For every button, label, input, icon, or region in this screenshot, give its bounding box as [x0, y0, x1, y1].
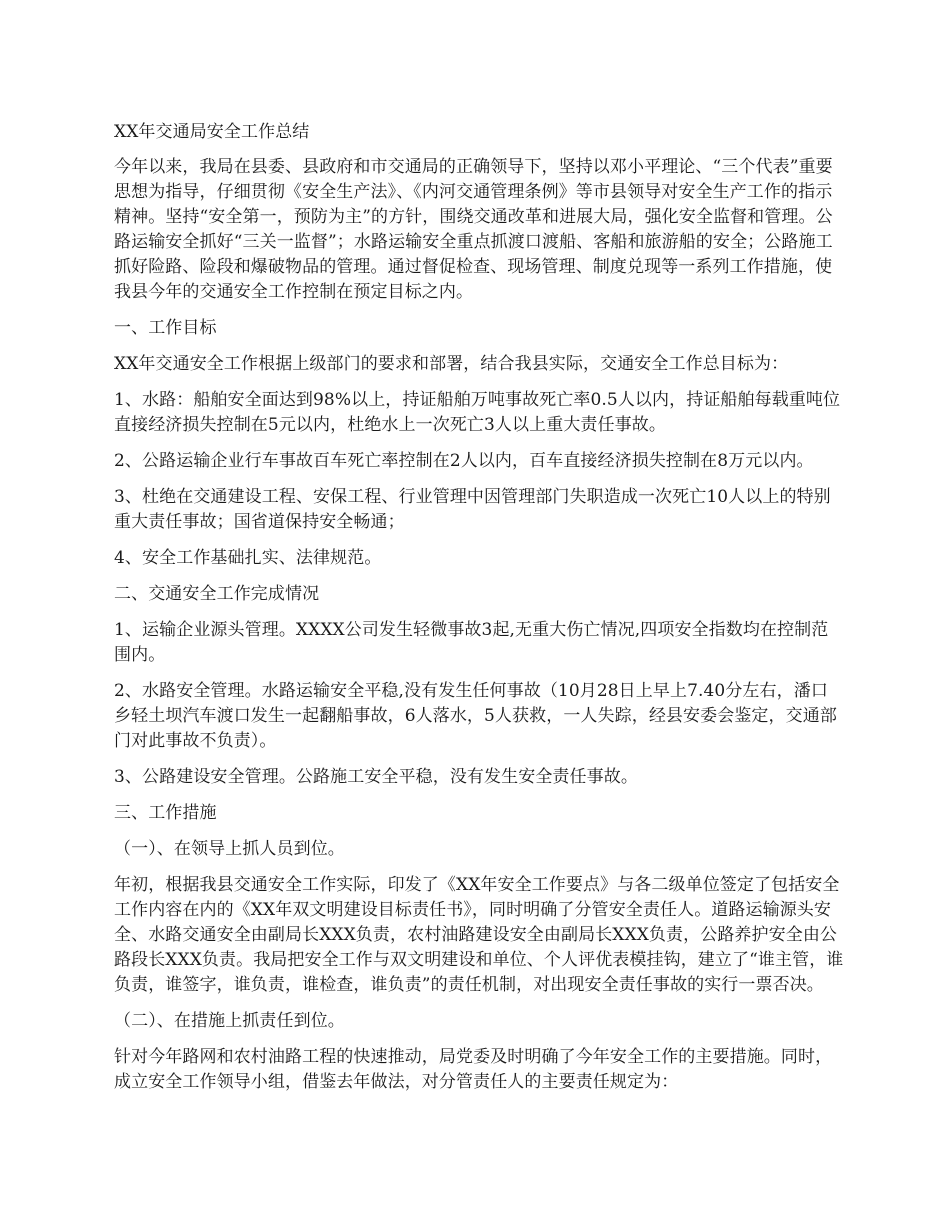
subheading-measures-responsibility: （二）、在措施上抓责任到位。 — [114, 1011, 345, 1031]
goals-intro-paragraph: XX年交通安全工作根据上级部门的要求和部署，结合我县实际，交通安全工作总目标为： — [114, 354, 789, 374]
subheading-leadership: （一）、在领导上抓人员到位。 — [114, 839, 345, 859]
document-page — [114, 120, 844, 1106]
goal-item-waterway: 1、水路：船舶安全面达到98%以上，持证船舶万吨事故死亡率0.5人以内，持证船舶每载重吨位直接经济损失控制在5元以内，杜绝水上一次死亡3人以上重大责任事故。 — [114, 390, 841, 435]
intro-paragraph: 今年以来，我局在县委、县政府和市交通局的正确领导下，坚持以邓小平理论、“三个代表”重要思想为指导，仔细贯彻《安全生产法》、《内河交通管理条例》等市县领导对安全生产工作的指示精神。坚持“安全第一，预防为主”的方针，围绕交通改革和进展大局，强化安全监督和管理。公路运输安全抓好“三关一监督”；水路运输安全重点抓渡口渡船、客船和旅游船的安全；公路施工抓好险路、险段和爆破物品的管理。通过督促检查、现场管理、制度兑现等一系列工作措施，使我县今年的交通安全工作控制在预定目标之内。 — [114, 157, 833, 302]
completion-item-transport: 1、运输企业源头管理。XXXX公司发生轻微事故3起,无重大伤亡情况,四项安全指数均在控制范围内。 — [114, 620, 829, 665]
section-heading-completion: 二、交通安全工作完成情况 — [114, 584, 320, 604]
measures-paragraph: 针对今年路网和农村油路工程的快速推动，局党委及时明确了今年安全工作的主要措施。同时，成立安全工作领导小组，借鉴去年做法，对分管责任人的主要责任规定为： — [114, 1047, 833, 1092]
document-title: XX年交通局安全工作总结 — [114, 122, 310, 142]
section-heading-measures: 三、工作措施 — [114, 803, 217, 823]
leadership-paragraph: 年初，根据我县交通安全工作实际，印发了《XX年安全工作要点》与各二级单位签定了包括安全工作内容在内的《XX年双文明建设目标责任书》，同时明确了分管安全责任人。道路运输源头安全、水路交通安全由副局长XXX负责，农村油路建设安全由副局长XXX负责，公路养护安全由公路段长XXX负责。我局把安全工作与双文明建设和单位、个人评优表模挂钩，建立了“谁主管，谁负责，谁签字，谁负责，谁检查，谁负责”的责任机制，对出现安全责任事故的实行一票否决。 — [114, 875, 844, 995]
goal-item-construction: 3、杜绝在交通建设工程、安保工程、行业管理中因管理部门失职造成一次死亡10人以上的特别重大责任事故；国省道保持安全畅通； — [114, 487, 831, 532]
completion-item-waterway: 2、水路安全管理。水路运输安全平稳,没有发生任何事故（10月28日上早上7.40分左右，潘口乡轻土坝汽车渡口发生一起翻船事故，6人落水，5人获救，一人失踪，经县安委会鉴定，交通部门对此事故不负责）。 — [114, 681, 837, 751]
goal-item-foundation: 4、安全工作基础扎实、法律规范。 — [114, 548, 382, 568]
goal-item-road-transport: 2、公路运输企业行车事故百车死亡率控制在2人以内，百车直接经济损失控制在8万元以内。 — [114, 451, 814, 471]
section-heading-work-goals: 一、工作目标 — [114, 318, 217, 338]
completion-item-road-construction: 3、公路建设安全管理。公路施工安全平稳，没有发生安全责任事故。 — [114, 767, 638, 787]
